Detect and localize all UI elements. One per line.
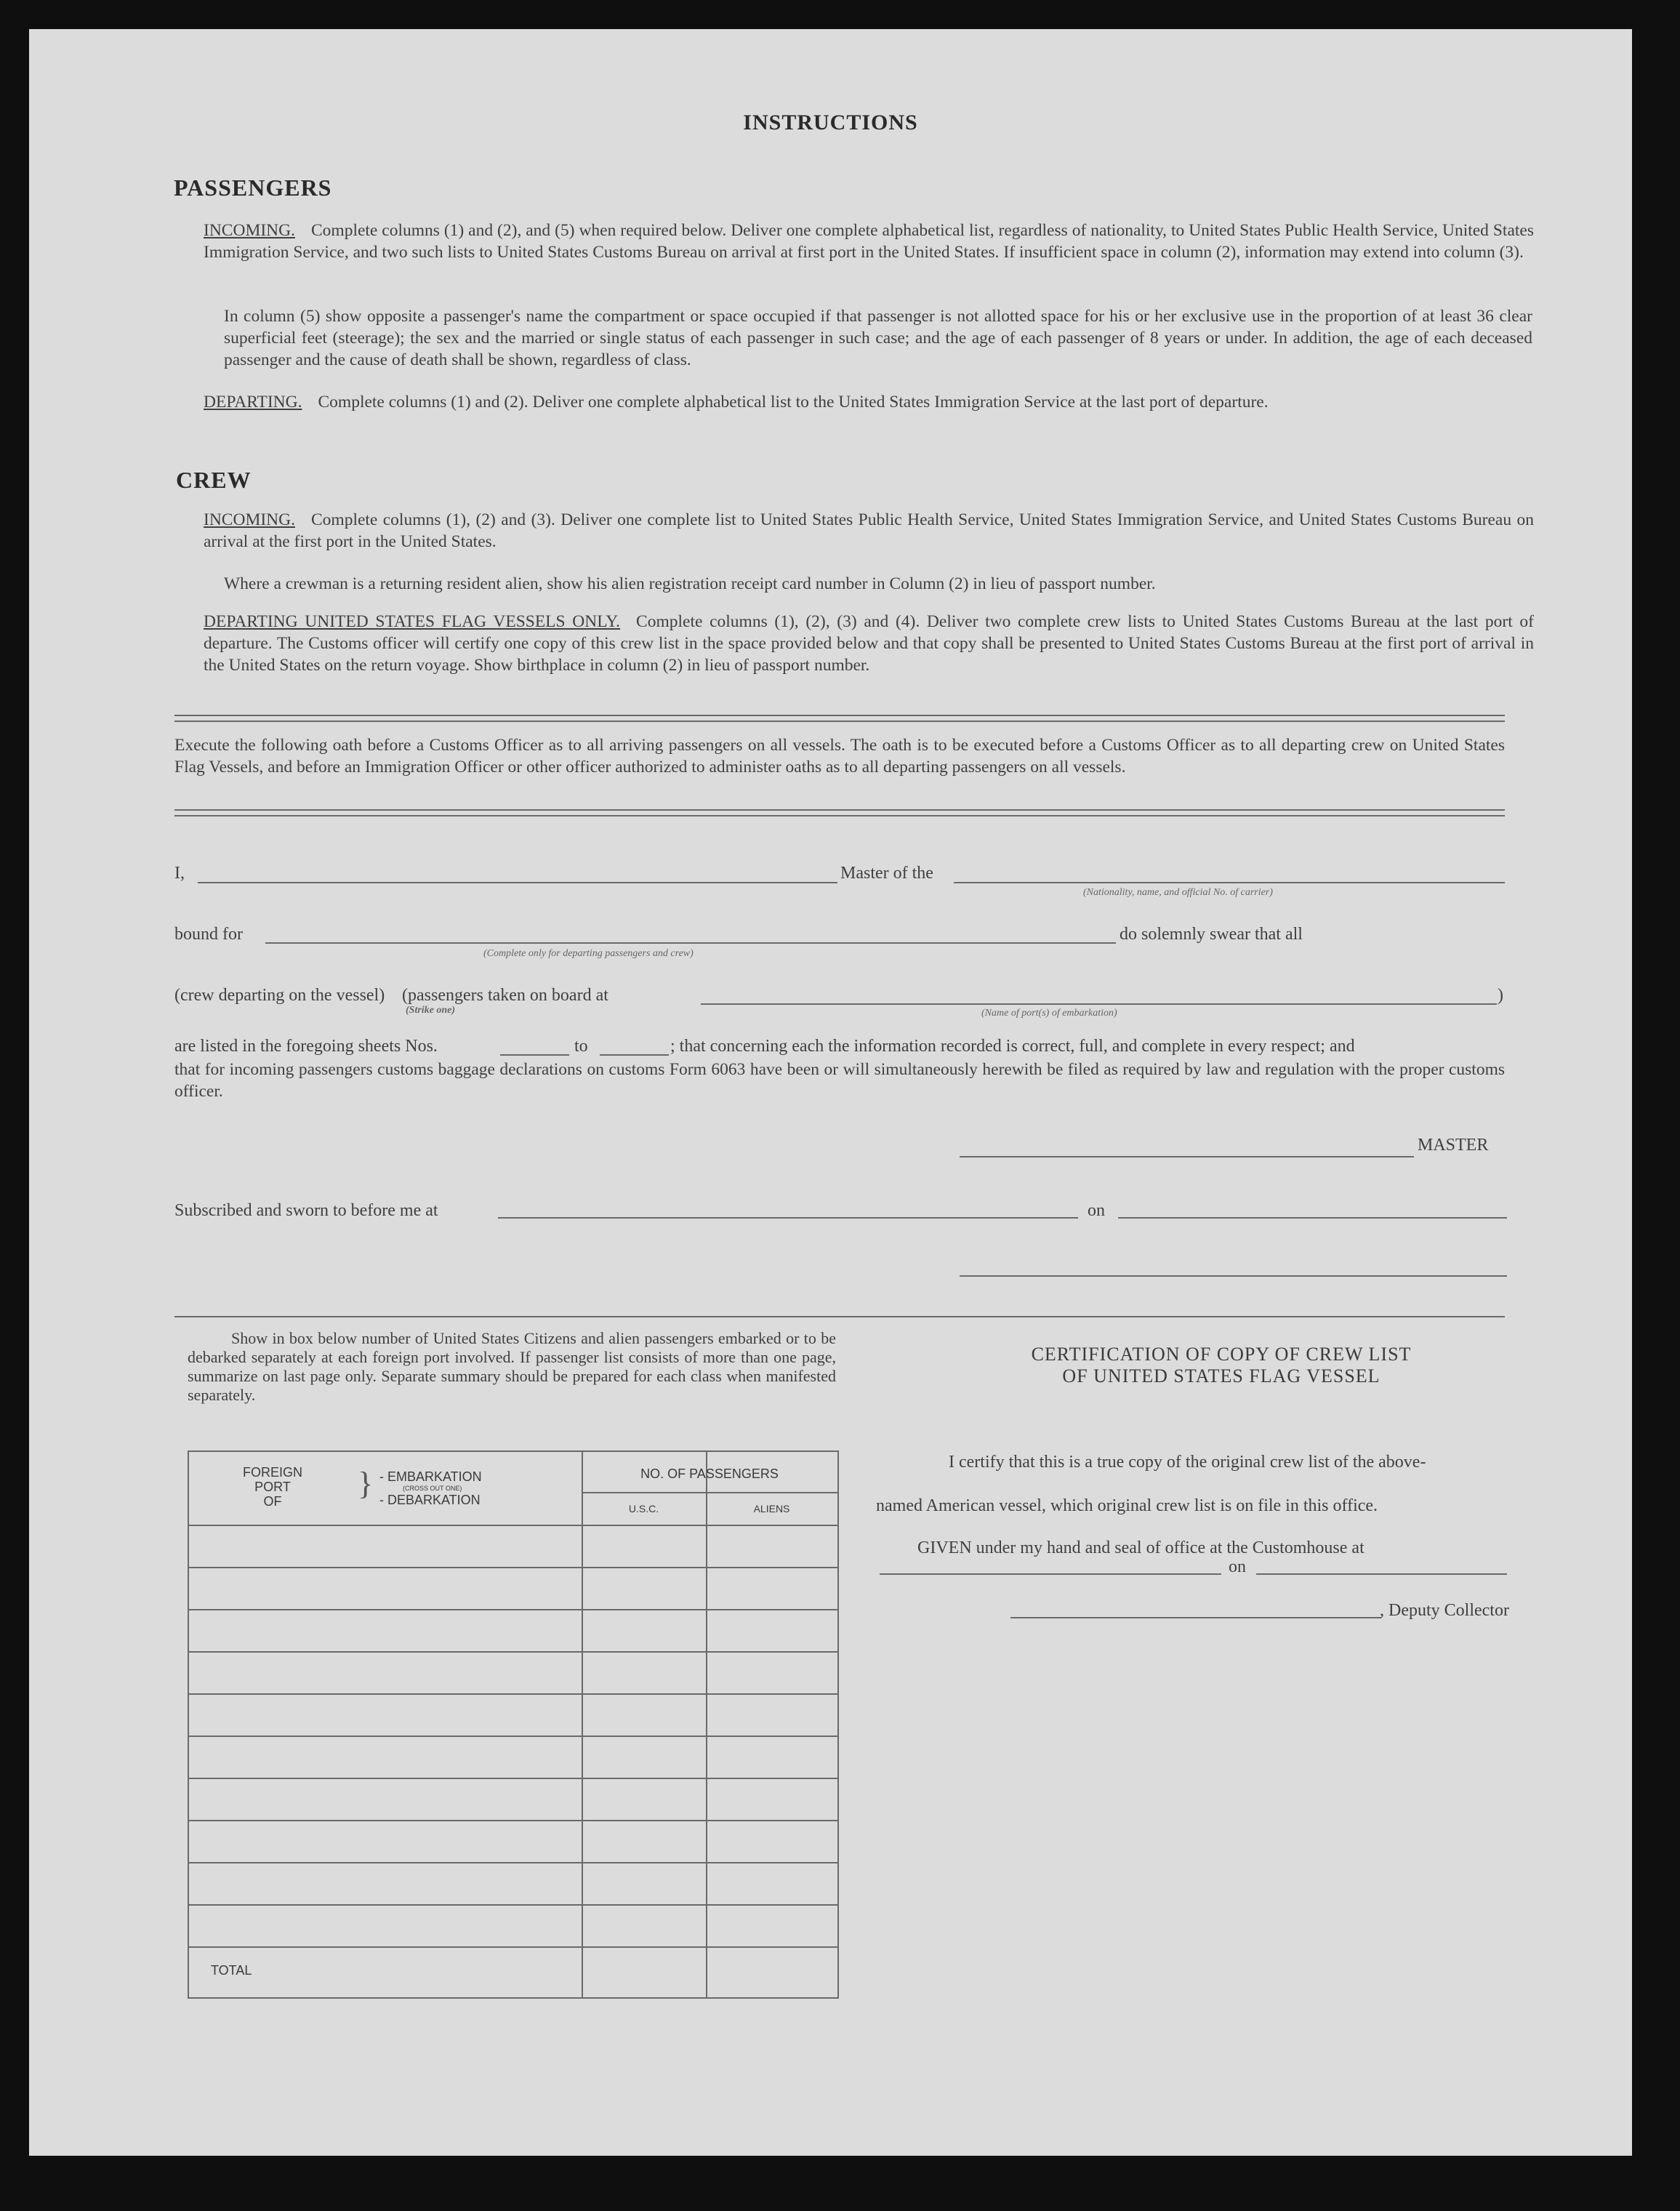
crew-departing-label: DEPARTING UNITED STATES FLAG VESSELS ONLY. bbox=[204, 612, 621, 631]
carrier-caption: (Nationality, name, and official No. of carrier) bbox=[1083, 887, 1273, 898]
crew-departing-option: (crew departing on the vessel) bbox=[174, 986, 385, 1005]
passengers-incoming-text: Complete columns (1) and (2), and (5) when required below. Deliver one complete alphabetical list, regardless of nationality, to United States Public Health Service, United States Immigration Service, and two such lists to United States Customs Bureau on arrival at first port in the United States. If insufficient space in column (2), information may extend into column (3). bbox=[204, 221, 1534, 262]
deputy-collector-label: , Deputy Collector bbox=[1380, 1601, 1509, 1620]
sheet-to-field[interactable] bbox=[600, 1054, 669, 1056]
cross-out-note: (CROSS OUT ONE) bbox=[403, 1485, 462, 1492]
sworn-on-label: on bbox=[1088, 1201, 1105, 1220]
passenger-summary-table bbox=[188, 1450, 839, 1999]
master-name-field[interactable] bbox=[198, 882, 837, 883]
crew-departing-paragraph bbox=[204, 611, 1534, 676]
oath-i-label: I, bbox=[174, 864, 185, 883]
subscribed-label: Subscribed and sworn to before me at bbox=[174, 1201, 438, 1220]
deputy-signature-field[interactable] bbox=[1010, 1617, 1381, 1618]
embarkation-header: - EMBARKATION bbox=[379, 1469, 482, 1484]
passengers-incoming-paragraph bbox=[204, 220, 1534, 263]
customhouse-field[interactable] bbox=[880, 1573, 1221, 1575]
sheets-continuation: ; that concerning each the information recorded is correct, full, and complete in every respect; and bbox=[670, 1037, 1355, 1056]
embarkation-port-field[interactable] bbox=[701, 1003, 1497, 1005]
swear-text: do solemnly swear that all bbox=[1120, 925, 1303, 944]
crew-incoming-text: Complete columns (1), (2) and (3). Deliver one complete list to United States Public Health Service, United States Immigration Service, and United States Customs Bureau on arrival at the first port in the United States. bbox=[204, 510, 1534, 551]
close-paren: ) bbox=[1498, 986, 1503, 1005]
certification-line1: I certify that this is a true copy of the original crew list of the above- bbox=[949, 1453, 1426, 1472]
crew-resident-paragraph: Where a crewman is a returning resident alien, show his alien registration receipt card number in Column (2) in lieu of passport number. bbox=[224, 574, 1156, 593]
passengers-taken-option: (passengers taken on board at bbox=[402, 986, 608, 1005]
oath-instruction: Execute the following oath before a Customs Officer as to all arriving passengers on all vessels. The oath is to be executed before a Customs Officer as to all departing crew on United States Flag Vessels, and before an Immigration Officer or other officer authorized to administer oaths as to all departing passengers on all vessels. bbox=[174, 736, 1505, 777]
crew-heading: CREW bbox=[176, 467, 252, 493]
no-of-passengers-header: NO. OF PASSENGERS bbox=[640, 1466, 779, 1481]
sheets-line2: that for incoming passengers customs baggage declarations on customs Form 6063 have been or will simultaneously herewith be filed as required by law and regulation with the proper customs officer. bbox=[174, 1060, 1505, 1101]
sworn-date-field[interactable] bbox=[1118, 1217, 1507, 1219]
debarkation-header: - DEBARKATION bbox=[379, 1493, 481, 1507]
usc-header: U.S.C. bbox=[628, 1503, 659, 1514]
total-label: TOTAL bbox=[211, 1963, 252, 1978]
double-rule-top bbox=[174, 715, 1505, 722]
passengers-departing-label: DEPARTING. bbox=[204, 393, 302, 412]
sheet-from-field[interactable] bbox=[500, 1054, 569, 1056]
certification-on-label: on bbox=[1229, 1557, 1246, 1576]
bound-for-caption: (Complete only for departing passengers and crew) bbox=[483, 948, 694, 959]
passengers-heading: PASSENGERS bbox=[174, 174, 332, 201]
passengers-incoming-label: INCOMING. bbox=[204, 221, 295, 240]
certification-line3: GIVEN under my hand and seal of office at the Customhouse at bbox=[917, 1538, 1365, 1557]
foreign-port-header: FOREIGN PORT OF bbox=[242, 1465, 302, 1509]
aliens-header: ALIENS bbox=[753, 1503, 790, 1514]
bound-for-label: bound for bbox=[174, 925, 243, 944]
sheets-to-label: to bbox=[574, 1037, 588, 1056]
strike-one-caption: (Strike one) bbox=[406, 1005, 456, 1016]
carrier-field[interactable] bbox=[954, 882, 1505, 883]
master-label: MASTER bbox=[1418, 1136, 1489, 1155]
crew-departing-text: Complete columns (1), (2), (3) and (4). Deliver two complete crew lists to United States Customs Bureau at the last port of departure. The Customs officer will certify one copy of this crew list in the space provided below and that copy shall be presented to United States Customs Bureau at the first port of arrival in the United States on the return voyage. Show birthplace in column (2) in lieu of passport number. bbox=[204, 612, 1534, 675]
embarkation-caption: (Name of port(s) of embarkation) bbox=[981, 1008, 1117, 1019]
passengers-departing-text: Complete columns (1) and (2). Deliver one complete alphabetical list to the United States Immigration Service at the last port of departure. bbox=[318, 393, 1269, 412]
passengers-departing-paragraph bbox=[204, 391, 1534, 413]
sworn-place-field[interactable] bbox=[498, 1217, 1078, 1219]
form-sheet bbox=[29, 29, 1632, 2156]
sheets-label: are listed in the foregoing sheets Nos. bbox=[174, 1037, 438, 1056]
certification-date-field[interactable] bbox=[1256, 1573, 1507, 1575]
master-signature-field[interactable] bbox=[960, 1156, 1414, 1157]
double-rule-bottom bbox=[174, 809, 1505, 816]
certification-title: CERTIFICATION OF COPY OF CREW LIST OF UNITED STATES FLAG VESSEL bbox=[1031, 1344, 1412, 1387]
bound-for-field[interactable] bbox=[265, 942, 1116, 944]
crew-incoming-paragraph bbox=[204, 509, 1534, 553]
certification-line2: named American vessel, which original crew list is on file in this office. bbox=[876, 1496, 1378, 1515]
header-brace: } bbox=[358, 1466, 374, 1501]
passengers-column5-paragraph: In column (5) show opposite a passenger's name the compartment or space occupied if that passenger is not allotted space for his or her exclusive use in the proportion of at least 36 clear superficial feet (steerage); the sex and the married or single status of each passenger in such case; and the age of each passenger of 8 years or under. In addition, the age of each deceased passenger and the cause of death shall be shown, regardless of class. bbox=[224, 307, 1532, 369]
master-of-the-label: Master of the bbox=[840, 864, 933, 883]
officer-signature-field[interactable] bbox=[960, 1275, 1507, 1277]
summary-note: Show in box below number of United States Citizens and alien passengers embarked or to be debarked separately at each foreign port involved. If passenger list consists of more than one page, summarize on last page only. Separate summary should be prepared for each class when manifested separately. bbox=[188, 1329, 836, 1404]
section-rule bbox=[174, 1316, 1505, 1317]
page-title: INSTRUCTIONS bbox=[743, 111, 918, 135]
crew-incoming-label: INCOMING. bbox=[204, 510, 295, 529]
